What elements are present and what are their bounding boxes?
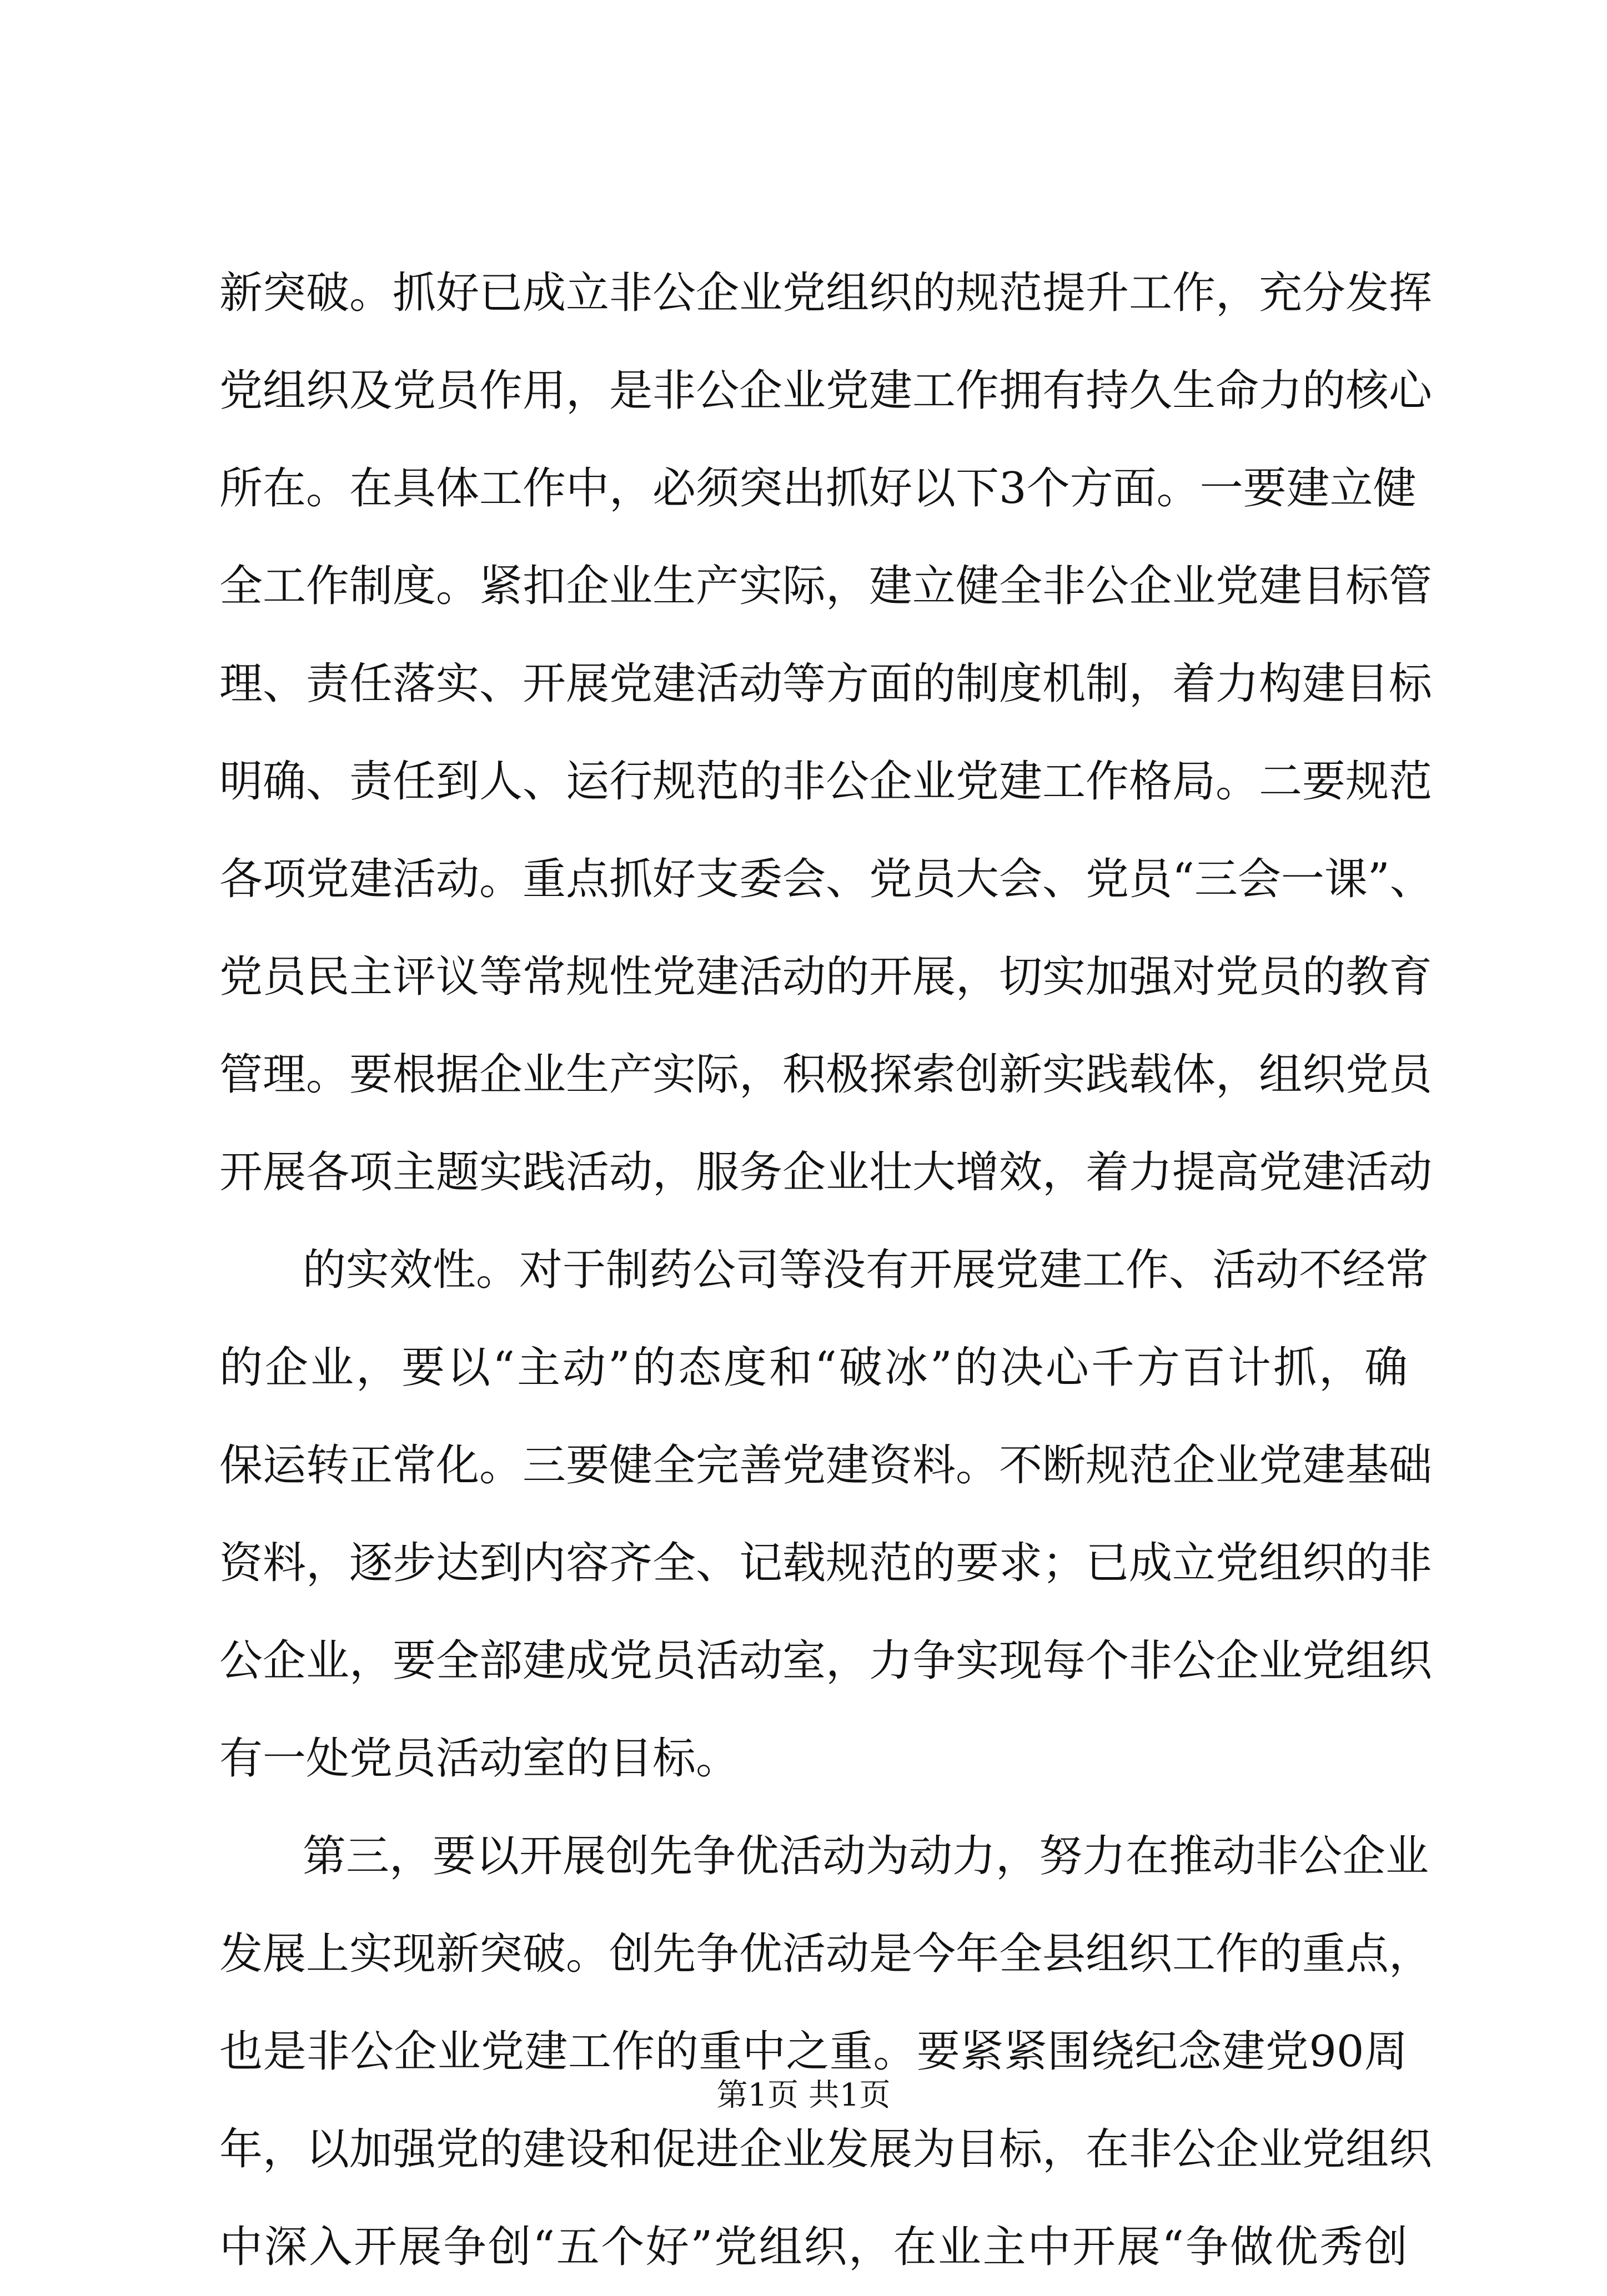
text-line: 的企业，要以“主动”的态度和“破冰”的决心千方百计抓，确	[219, 1343, 1408, 1393]
body-text	[219, 244, 1433, 2296]
text-line: 全工作制度。紧扣企业生产实际，建立健全非公企业党建目标管	[219, 561, 1433, 611]
text-line: 管理。要根据企业生产实际，积极探索创新实践载体，组织党员	[219, 1050, 1433, 1100]
text-line: 所在。在具体工作中，必须突出抓好以下3个方面。一要建立健	[219, 464, 1417, 513]
text-line: 党组织及党员作用，是非公企业党建工作拥有持久生命力的核心	[219, 366, 1433, 416]
text-line: 新突破。抓好已成立非公企业党组织的规范提升工作，充分发挥	[219, 268, 1433, 318]
text-line: 年，以加强党的建设和促进企业发展为目标，在非公企业党组织	[219, 2124, 1433, 2174]
page-number: 第1页 共1页	[716, 2077, 891, 2113]
text-line: 中深入开展争创“五个好”党组织，在业主中开展“争做优秀创	[219, 2222, 1408, 2272]
text-line: 党员民主评议等常规性党建活动的开展，切实加强对党员的教育	[219, 952, 1433, 1002]
text-line: 也是非公企业党建工作的重中之重。要紧紧围绕纪念建党90周	[219, 2027, 1408, 2077]
page-footer	[0, 2073, 1607, 2118]
text-line: 有一处党员活动室的目标。	[219, 1734, 740, 1784]
text-line: 发展上实现新突破。创先争优活动是今年全县组织工作的重点，	[219, 1929, 1433, 1979]
text-line: 第三，要以开展创先争优活动为动力，努力在推动非公企业	[303, 1831, 1429, 1881]
text-line: 理、责任落实、开展党建活动等方面的制度机制，着力构建目标	[219, 659, 1433, 709]
text-line: 公企业，要全部建成党员活动室，力争实现每个非公企业党组织	[219, 1636, 1433, 1686]
text-line: 各项党建活动。重点抓好支委会、党员大会、党员“三会一课”、	[219, 854, 1433, 904]
text-line: 的实效性。对于制药公司等没有开展党建工作、活动不经常	[303, 1245, 1429, 1295]
text-line: 资料，逐步达到内容齐全、记载规范的要求；已成立党组织的非	[219, 1538, 1433, 1588]
text-line: 保运转正常化。三要健全完善党建资料。不断规范企业党建基础	[219, 1441, 1433, 1491]
text-line: 明确、责任到人、运行规范的非公企业党建工作格局。二要规范	[219, 757, 1433, 807]
text-line: 开展各项主题实践活动，服务企业壮大增效，着力提高党建活动	[219, 1147, 1433, 1197]
